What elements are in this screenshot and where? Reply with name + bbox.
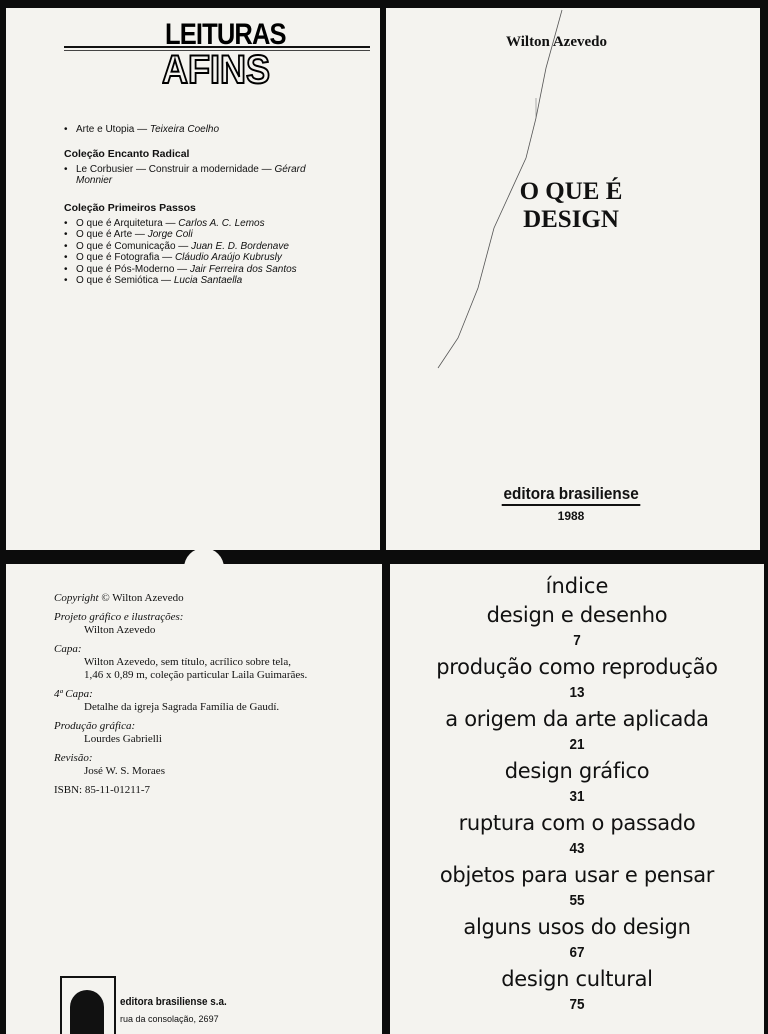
credit-value: Wilton Azevedo <box>84 624 156 636</box>
title-line-1: O QUE É <box>519 178 623 205</box>
credit-label: Capa: <box>54 643 82 655</box>
isbn: ISBN: 85-11-01211-7 <box>54 784 151 796</box>
toc-entry-title: design gráfico <box>504 759 650 783</box>
collection-primeiros-passos <box>64 203 297 287</box>
list-item <box>64 241 297 253</box>
credit-value: Lourdes Gabrielli <box>84 733 162 745</box>
book-author: Gérard Monnier <box>76 163 306 186</box>
credit-entry <box>54 720 307 746</box>
toc-entry-page: 7 <box>573 632 581 649</box>
series-logo <box>156 18 286 92</box>
book-title: O que é Comunicação — <box>76 240 192 252</box>
publisher-name: editora brasiliense <box>502 484 641 506</box>
toc-entry-page: 13 <box>569 684 585 701</box>
toc-entry-title: produção como reprodução <box>436 655 718 679</box>
toc-entry-title: objetos para usar e pensar <box>439 863 715 887</box>
book-title: O que é Semiótica — <box>76 275 174 286</box>
page-title-page <box>386 8 760 550</box>
list-item <box>64 275 297 287</box>
logo-top-text: LEITURAS <box>165 18 286 51</box>
page-credits <box>6 564 382 1034</box>
copyright-holder: © Wilton Azevedo <box>101 592 184 604</box>
table-of-contents <box>390 572 764 1018</box>
toc-entry-title: a origem da arte aplicada <box>445 707 709 731</box>
logo-bottom-text: AFINS <box>162 48 270 92</box>
publisher-logo-icon <box>60 976 116 1034</box>
book-title: O que é Arquitetura — <box>76 217 179 229</box>
book-title: Le Corbusier — Construir a modernidade — <box>76 163 275 175</box>
credit-value: 1,46 x 0,89 m, coleção particular Laila Guimarães. <box>84 669 308 681</box>
toc-entry-page: 55 <box>569 892 585 909</box>
book-title: O que é Arte — <box>76 229 148 240</box>
publisher-address: rua da consolação, 2697 <box>120 1014 219 1024</box>
toc-heading: índice <box>545 574 609 598</box>
collection-encanto-radical <box>64 149 380 187</box>
book-author: Teixeira Coelho <box>149 124 220 135</box>
collection-heading: Coleção Primeiros Passos <box>64 202 196 214</box>
credit-value: Detalhe da igreja Sagrada Família de Gaudí. <box>84 701 280 713</box>
book-title: O que é Pós-Moderno — <box>76 263 190 275</box>
credit-label: Revisão: <box>54 752 93 764</box>
credit-value: Wilton Azevedo, sem título, acrílico sobre tela, <box>84 656 291 668</box>
decorative-line-art <box>386 8 760 550</box>
credits-block <box>54 592 307 803</box>
book-author: Juan E. D. Bordenave <box>191 240 289 252</box>
credit-label: 4ª Capa: <box>54 688 93 700</box>
credit-entry <box>54 688 307 714</box>
list-item <box>64 264 297 276</box>
intro-list <box>64 124 219 136</box>
book-author: Jair Ferreira dos Santos <box>189 263 297 275</box>
list-item <box>64 124 219 136</box>
toc-entry-page: 43 <box>569 840 585 857</box>
collection-heading: Coleção Encanto Radical <box>64 148 190 160</box>
book-title: O que é Fotografia — <box>76 252 175 263</box>
publication-year: 1988 <box>557 509 585 523</box>
copyright-line: Copyright © Wilton Azevedo <box>54 592 184 604</box>
toc-entry-title: design cultural <box>501 967 653 991</box>
toc-entry-page: 21 <box>569 736 585 753</box>
list-item <box>64 218 297 230</box>
publisher-block <box>491 484 651 523</box>
book-author: Jorge Coli <box>147 229 193 240</box>
toc-entry-title: design e desenho <box>486 603 668 627</box>
toc-entry-page: 31 <box>569 788 585 805</box>
toc-entry-page: 75 <box>569 996 585 1013</box>
page-series-list <box>6 8 380 550</box>
credit-label: Produção gráfica: <box>54 720 136 732</box>
credit-label: Projeto gráfico e ilustrações: <box>54 611 184 623</box>
book-title: Arte e Utopia — <box>76 124 150 135</box>
toc-entry-page: 67 <box>569 944 585 961</box>
book-author: Carlos A. C. Lemos <box>178 217 265 229</box>
page-table-of-contents <box>390 564 764 1034</box>
author-name: Wilton Azevedo <box>506 34 607 50</box>
list-item <box>64 229 297 241</box>
toc-entry-title: alguns usos do design <box>463 915 691 939</box>
credit-entry <box>54 752 307 778</box>
credit-entry <box>54 611 307 637</box>
title-line-2: DESIGN <box>523 206 619 233</box>
list-item <box>64 252 297 264</box>
publisher-name: editora brasiliense s.a. <box>120 996 227 1008</box>
credit-value: José W. S. Moraes <box>84 765 165 777</box>
book-author: Cláudio Araújo Kubrusly <box>174 252 282 263</box>
credit-entry <box>54 643 307 682</box>
book-title <box>506 178 636 234</box>
toc-entry-title: ruptura com o passado <box>458 811 696 835</box>
list-item <box>64 164 380 187</box>
book-author: Lucia Santaella <box>173 275 243 286</box>
